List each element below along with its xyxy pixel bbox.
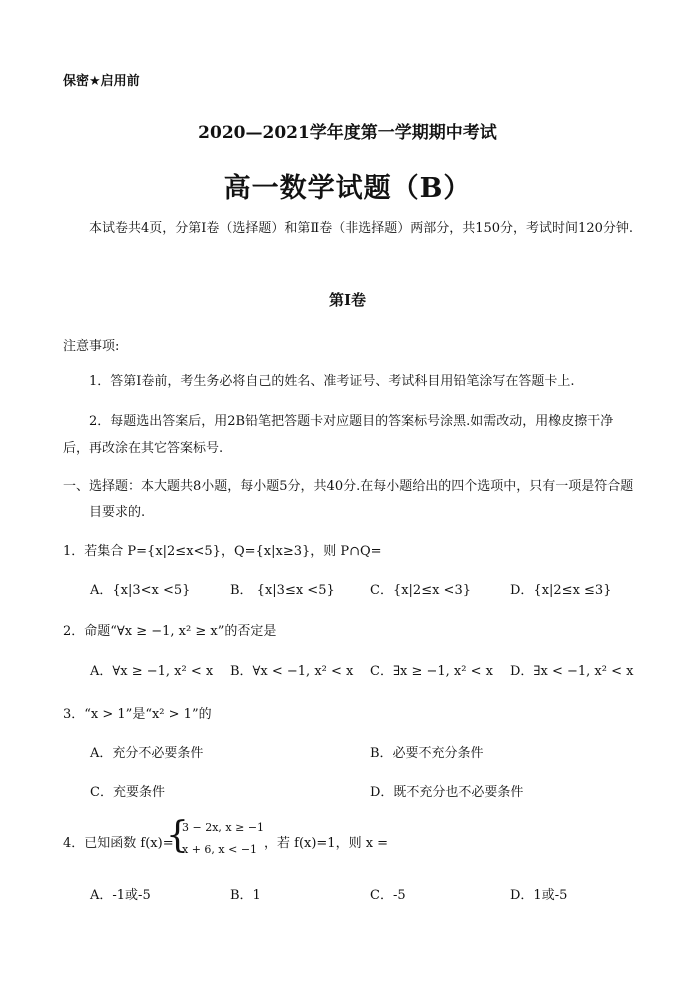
question-2-option-d: D．∃x < −1, x² < x xyxy=(510,664,634,679)
piecewise-brace: { xyxy=(166,815,189,856)
piecewise-case-1: 3 − 2x, x ≥ −1 xyxy=(182,821,265,834)
question-3-stem: 3．“x > 1”是“x² > 1”的 xyxy=(63,707,212,722)
question-3-option-d: D．既不充分也不必要条件 xyxy=(370,785,524,800)
question-4-option-d: D．1或-5 xyxy=(510,888,568,903)
question-4-stem-prefix: 4．已知函数 f(x)= xyxy=(63,836,174,851)
question-1-option-d: D．{x|2≤x ≤3} xyxy=(510,583,612,598)
question-2-option-c: C．∃x ≥ −1, x² < x xyxy=(370,664,493,679)
question-2-option-b: B．∀x < −1, x² < x xyxy=(230,664,354,679)
question-2-stem: 2．命题“∀x ≥ −1, x² ≥ x”的否定是 xyxy=(63,624,277,639)
intro-paragraph: 本试卷共4页，分第Ⅰ卷（选择题）和第Ⅱ卷（非选择题）两部分，共150分，考试时间120分钟. xyxy=(89,221,634,236)
question-4-stem-suffix: ，若 f(x)=1，则 x = xyxy=(264,836,389,851)
notice-item-2: 2．每题选出答案后，用2B铅笔把答题卡对应题目的答案标号涂黑.如需改动，用橡皮擦干净后，再改涂在其它答案标号. xyxy=(63,414,614,456)
exam-year-line: 2020—2021学年度第一学期期中考试 xyxy=(198,123,497,143)
part-heading: 第Ⅰ卷 xyxy=(328,291,367,309)
section-heading: 一、选择题：本大题共8小题，每小题5分，共40分.在每小题给出的四个选项中，只有一项是符合题目要求的. xyxy=(63,479,634,520)
question-1-stem: 1．若集合 P={x|2≤x<5}，Q={x|x≥3}，则 P∩Q= xyxy=(63,544,382,559)
question-4-option-a: A．-1或-5 xyxy=(90,888,151,903)
question-1-option-b: B． {x|3≤x <5} xyxy=(230,583,335,598)
question-3-option-c: C．充要条件 xyxy=(90,785,165,800)
notice-heading: 注意事项: xyxy=(63,339,120,354)
notice-item-1: 1．答第Ⅰ卷前，考生务必将自己的姓名、准考证号、考试科目用铅笔涂写在答题卡上. xyxy=(89,374,575,389)
piecewise-case-2: x + 6, x < −1 xyxy=(182,843,258,856)
question-1-option-a: A．{x|3<x <5} xyxy=(90,583,191,598)
question-3-option-a: A．充分不必要条件 xyxy=(90,746,204,761)
question-4-option-b: B．1 xyxy=(230,888,261,903)
confidential-mark: 保密★启用前 xyxy=(63,74,140,89)
question-2-option-a: A．∀x ≥ −1, x² < x xyxy=(90,664,214,679)
question-3-option-b: B．必要不充分条件 xyxy=(370,746,484,761)
exam-title: 高一数学试题（B） xyxy=(223,173,472,204)
question-4-option-c: C．-5 xyxy=(370,888,406,903)
question-1-option-c: C．{x|2≤x <3} xyxy=(370,583,471,598)
